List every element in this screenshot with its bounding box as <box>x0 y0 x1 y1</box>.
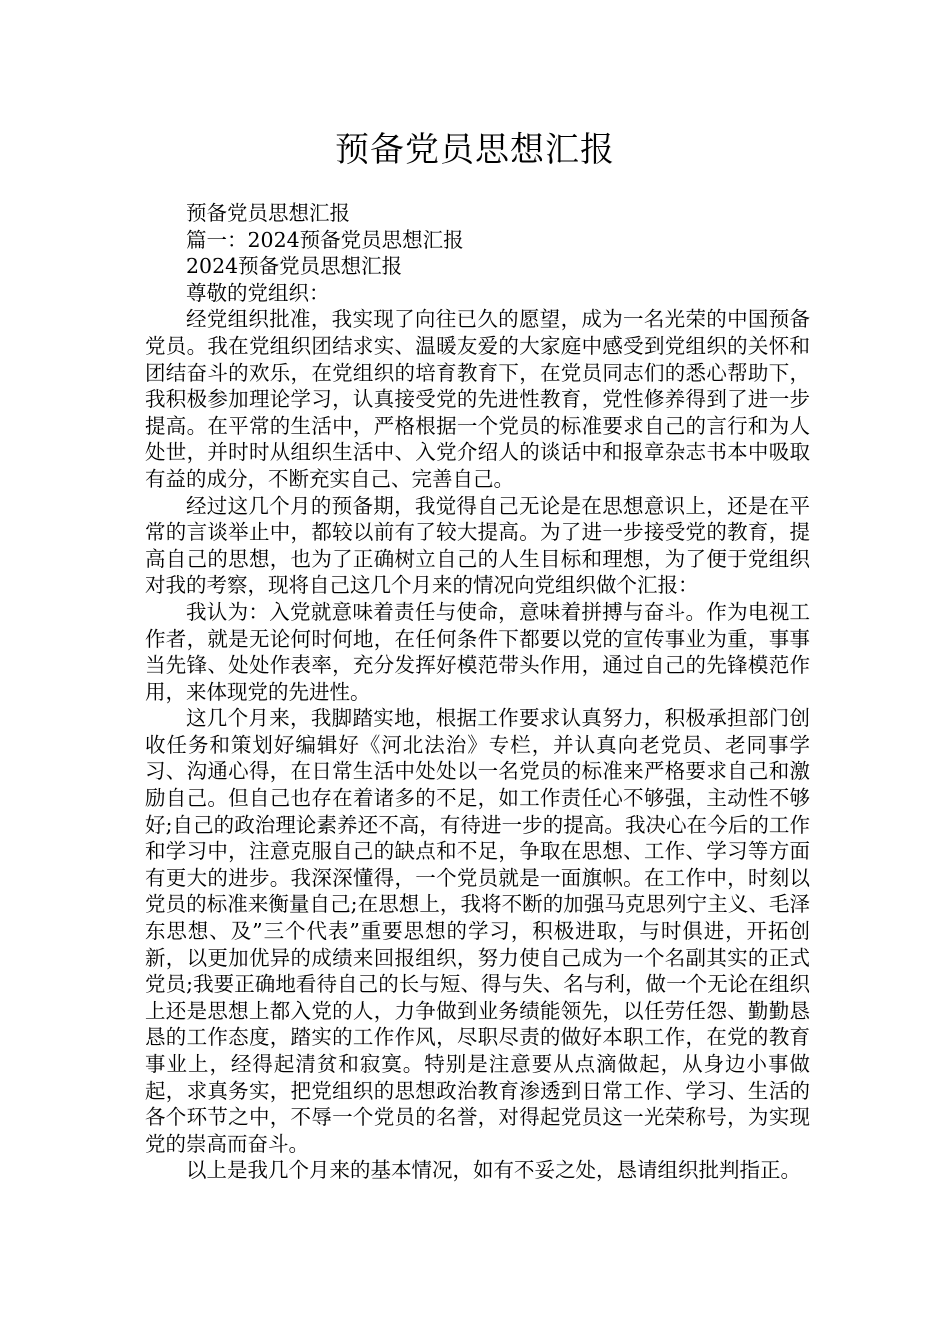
paragraph-subtitle: 2024预备党员思想汇报 <box>186 254 403 279</box>
paragraph-body: 经党组织批准，我实现了向往已久的愿望，成为一名光荣的中国预备党员。我在党组织团结求实、温暖友爱的大家庭中感受到党组织的关怀和团结奋斗的欢乐，在党组织的培育教育下，在党员同志们的悉心帮助下，我积极参加理论学习，认真接受党的先进性教育，党性修养得到了进一步提高。在平常的生活中，严格根据一个党员的标准要求自己的言行和为人处世，并时时从组织生活中、入党介绍人的谈话中和报章杂志书本中吸取有益的成分，不断充实自己、完善自己。 <box>145 307 810 491</box>
paragraph-section-title: 篇一：2024预备党员思想汇报 <box>186 227 464 252</box>
document-body <box>145 200 810 1184</box>
paragraph-heading: 预备党员思想汇报 <box>186 201 350 225</box>
paragraph-body: 我认为：入党就意味着责任与使命，意味着拼搏与奋斗。作为电视工作者，就是无论何时何地，在任何条件下都要以党的宣传事业为重，事事当先锋、处处作表率，充分发挥好模范带头作用，通过自己的先锋模范作用，来体现党的先进性。 <box>145 599 810 704</box>
document-title: 预备党员思想汇报 <box>335 130 615 170</box>
paragraph-body: 这几个月来，我脚踏实地，根据工作要求认真努力，积极承担部门创收任务和策划好编辑好《河北法治》专栏，并认真向老党员、老同事学习、沟通心得，在日常生活中处处以一名党员的标准来严格要求自己和激励自己。但自己也存在着诸多的不足，如工作责任心不够强，主动性不够好;自己的政治理论素养还不高，有待进一步的提高。我决心在今后的工作和学习中，注意克服自己的缺点和不足，争取在思想、工作、学习等方面有更大的进步。我深深懂得，一个党员就是一面旗帜。在工作中，时刻以党员的标准来衡量自己;在思想上，我将不断的加强马克思列宁主义、毛泽东思想、及”三个代表”重要思想的学习，积极进取，与时俱进，开拓创新，以更加优异的成绩来回报组织，努力使自己成为一个名副其实的正式党员;我要正确地看待自己的长与短、得与失、名与利，做一个无论在组织上还是思想上都入党的人，力争做到业务绩能领先，以任劳任怨、勤勤恳恳的工作态度，踏实的工作作风，尽职尽责的做好本职工作，在党的教育事业上，经得起清贫和寂寞。特别是注意要从点滴做起，从身边小事做起，求真务实，把党组织的思想政治教育渗透到日常工作、学习、生活的各个环节之中，不辱一个党员的名誉，对得起党员这一光荣称号，为实现党的崇高而奋斗。 <box>145 706 810 1156</box>
paragraph-salutation: 尊敬的党组织： <box>186 280 330 305</box>
paragraph-body: 经过这几个月的预备期，我觉得自己无论是在思想意识上，还是在平常的言谈举止中，都较以前有了较大提高。为了进一步接受党的教育，提高自己的思想，也为了正确树立自己的人生目标和理想，为了便于党组织对我的考察，现将自己这几个月来的情况向党组织做个汇报： <box>145 493 810 598</box>
paragraph-closing: 以上是我几个月来的基本情况，如有不妥之处，恳请组织批判指正。 <box>186 1158 801 1183</box>
